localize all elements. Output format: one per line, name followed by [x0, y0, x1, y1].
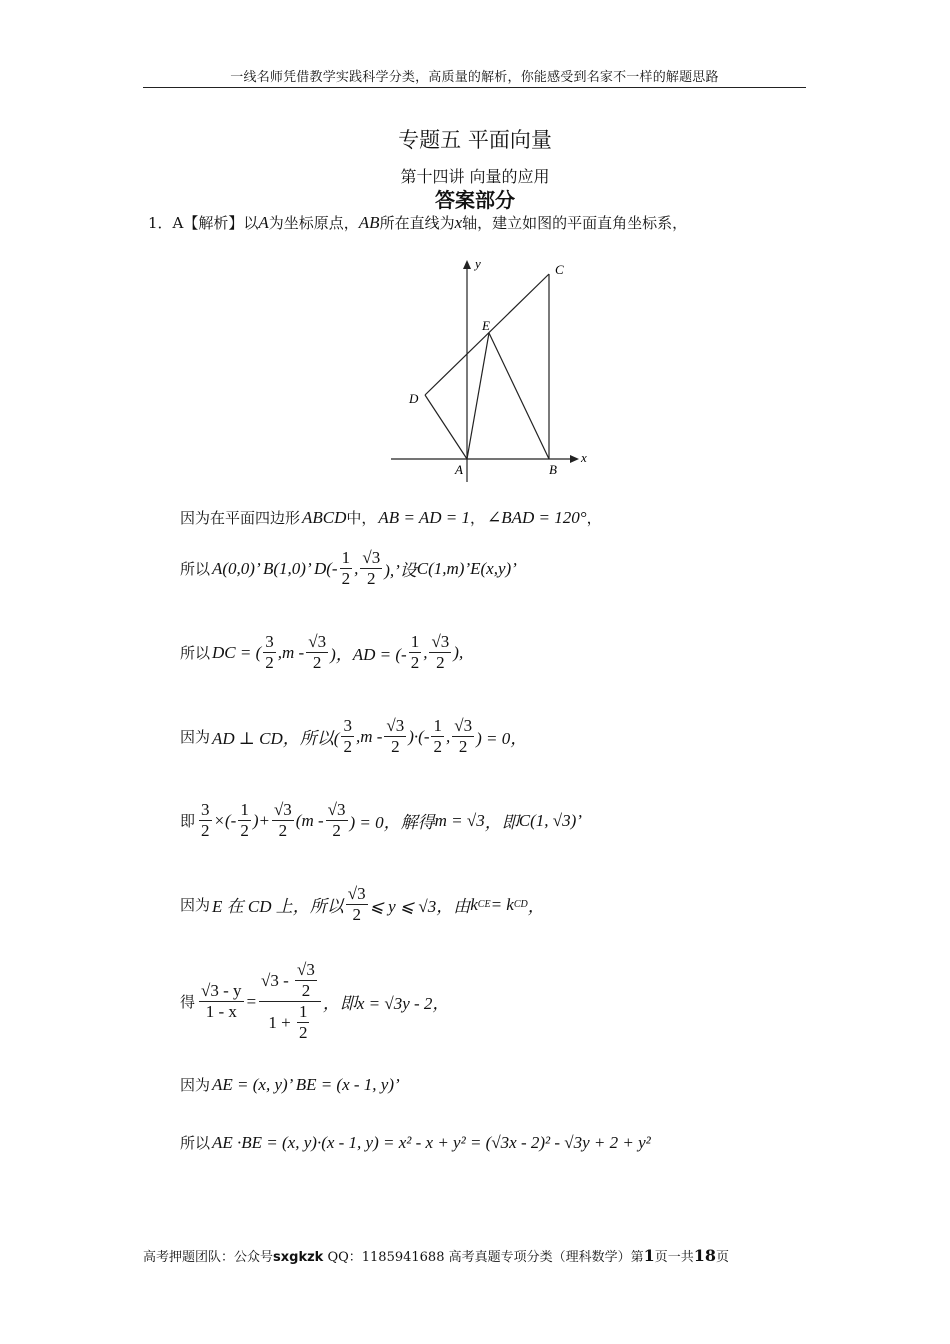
line8-text: 因为	[180, 1076, 211, 1094]
line7-ie: ，即	[322, 994, 357, 1013]
solution-line-8	[180, 1074, 400, 1095]
line1-text4: ，	[586, 509, 602, 527]
fraction	[326, 800, 348, 841]
line5-math	[197, 800, 582, 841]
page-footer	[143, 1246, 806, 1265]
radicand: 3	[395, 716, 405, 735]
line6-k: k	[470, 894, 478, 914]
line2-text-b: ),’设	[384, 561, 417, 580]
fraction	[238, 800, 251, 841]
fraction	[199, 981, 244, 1022]
numerator: 1	[410, 632, 420, 651]
numerator: 1	[298, 1002, 308, 1021]
line5-times: ×(-	[213, 810, 237, 830]
footer-team: 高考押题团队：公众号	[143, 1250, 274, 1265]
y-axis-arrow	[463, 260, 471, 269]
denominator: 2	[436, 653, 445, 672]
numerator: 1	[433, 716, 442, 735]
numerator: 3	[265, 632, 274, 651]
fraction	[295, 960, 317, 1001]
problem-intro	[148, 212, 687, 233]
radicand: 3	[283, 800, 292, 819]
fraction	[360, 548, 382, 589]
radicand: 3	[440, 632, 450, 651]
label-a: A	[455, 462, 463, 477]
radicand: 3	[371, 548, 381, 567]
denominator: 2	[240, 821, 249, 840]
segment-dc	[425, 274, 549, 395]
denominator: 2	[341, 569, 351, 588]
line6-range: ⩽ y ⩽ √3，由	[369, 897, 471, 916]
line2-points-c: C(1,m)’E(x,y)’	[416, 558, 517, 578]
line5-m: (m -	[295, 810, 324, 830]
denominator: 2	[343, 737, 352, 756]
numerator: √3	[273, 800, 292, 819]
solution-line-2	[180, 548, 517, 589]
line3-dc: DC = (	[212, 642, 262, 662]
numerator: √3 - y	[201, 981, 242, 1000]
fraction	[263, 632, 276, 673]
fraction	[429, 632, 451, 673]
denominator: 2	[265, 653, 274, 672]
fraction	[306, 632, 328, 673]
fraction	[199, 800, 212, 841]
radicand: 3	[270, 970, 279, 990]
one-plus: 1 +	[268, 1012, 291, 1032]
solution-line-9	[180, 1132, 651, 1153]
solution-line-1	[180, 507, 604, 528]
line4-m: ,m -	[355, 726, 383, 746]
radicand: 3	[306, 960, 315, 979]
radicand: 3	[463, 716, 473, 735]
x-symbol: x	[454, 213, 463, 232]
line4-perp: AD ⊥ CD，所以(	[212, 729, 340, 748]
line6-text: 因为	[180, 896, 211, 914]
problem-number: 1．A【解析】以	[148, 214, 259, 232]
line4-text: 因为	[180, 728, 211, 746]
coordinate-figure	[385, 252, 595, 482]
numerator: √3	[327, 800, 346, 819]
line3-end: ),	[453, 642, 464, 662]
page-header: 一线名师凭借教学实践科学分类，高质量的解析，你能感受到名家不一样的解题思路	[230, 70, 719, 85]
line4-end: ) = 0，	[476, 729, 528, 748]
footer-account: sxgkzk	[273, 1250, 324, 1265]
line9-text: 所以	[180, 1134, 211, 1152]
denominator: 2	[410, 653, 420, 672]
radicand: 3	[317, 632, 327, 651]
radicand: 3	[357, 884, 366, 903]
fraction	[346, 884, 368, 925]
label-c: C	[555, 262, 564, 277]
fraction	[340, 548, 353, 589]
numerator: √3	[308, 632, 327, 651]
line1-angle: ∠BAD = 120°	[487, 507, 587, 527]
intro-text-2: 所在直线为	[379, 214, 455, 232]
numerator: 3	[343, 716, 352, 735]
line6-eq: = k	[490, 894, 514, 914]
denominator: 2	[301, 981, 311, 1000]
line5-m-value: m = √3	[434, 810, 485, 830]
origin-symbol: A	[258, 213, 269, 232]
section-heading: 答案部分	[435, 188, 515, 212]
line8-vectors: AE = (x, y)’ BE = (x - 1, y)’	[212, 1074, 400, 1094]
denominator: 2	[433, 737, 442, 756]
fraction	[297, 1002, 310, 1043]
line5-ie: ，即	[484, 813, 519, 832]
line7-eq: =	[245, 991, 258, 1011]
line3-text: 所以	[180, 644, 211, 662]
segment-ae	[467, 333, 489, 459]
denominator: 2	[458, 737, 468, 756]
line2-points: A(0,0)’ B(1,0)’ D(-	[212, 558, 338, 578]
denominator: 1 - x	[205, 1002, 237, 1021]
line2-math: A(0,0)’ B(1,0)’ D(- $\frac{1}{2}$ , $\frac{√3}{2}$ ),’设 C(1,m)’E(x,y)’	[212, 548, 517, 588]
solution-line-5	[180, 800, 582, 841]
line7-math	[197, 960, 449, 1043]
line1-quad: ABCD	[302, 507, 347, 527]
numerator: √3	[386, 716, 405, 735]
intro-text-1: 为坐标原点，	[268, 214, 359, 232]
solution-line-7	[180, 960, 449, 1043]
solution-line-6	[180, 884, 545, 925]
line1-text2: 中，	[346, 509, 377, 527]
denominator: 2	[391, 737, 400, 756]
lecture-subtitle: 第十四讲 向量的应用	[400, 167, 550, 186]
denominator: 2	[278, 821, 288, 840]
line7-text: 得	[180, 993, 196, 1011]
header-rule	[143, 87, 806, 88]
line7-result: x = √3y - 2，	[356, 994, 450, 1013]
fraction	[431, 716, 444, 757]
line6-math	[212, 884, 545, 925]
numerator: 1	[240, 800, 249, 819]
fraction	[384, 716, 406, 757]
line2-text: 所以	[180, 560, 211, 578]
label-e: E	[482, 318, 490, 333]
numerator: √3	[347, 884, 366, 903]
line6-end: ，	[527, 897, 545, 916]
numerator: √3	[297, 960, 315, 979]
numerator: 3	[201, 800, 210, 819]
line6-e-on-cd: E 在 CD 上，所以	[212, 897, 344, 916]
segment-eb	[489, 333, 549, 459]
denominator: 2	[332, 821, 341, 840]
denominator: 2	[298, 1023, 308, 1042]
line3-math: DC = ( $\frac{3}{2}$ ,m - $\frac{√3}{2}$ )，AD = (- $\frac{1}{2}$ , $\frac{√3}{2}$ ),	[212, 632, 464, 672]
label-b: B	[549, 462, 557, 477]
footer-qq: QQ：1185941688 高考真题专项分类（理科数学）第	[323, 1250, 644, 1265]
footer-total-text: 页一共	[654, 1250, 694, 1265]
segment-ab: AB	[358, 213, 380, 232]
line9-dot-product: AE ·BE = (x, y)·(x - 1, y) = x² - x + y² = (√3x - 2)² - √3y + 2 + y²	[212, 1132, 651, 1152]
denominator	[266, 1002, 313, 1043]
line6-sub-cd: CD	[513, 899, 528, 910]
numerator: 1	[341, 548, 351, 567]
fraction	[272, 800, 294, 841]
footer-page-number: 1	[643, 1246, 655, 1265]
denominator: 2	[201, 821, 210, 840]
line5-point-c: C(1, √3)’	[518, 810, 582, 830]
line1-lengths: AB = AD = 1	[378, 507, 470, 527]
footer-total-pages: 18	[693, 1246, 717, 1265]
denominator: 2	[367, 569, 376, 588]
radicand-expression: 3 - y	[210, 981, 242, 1000]
label-d: D	[409, 391, 419, 406]
solution-line-3	[180, 632, 463, 673]
denominator: 2	[312, 653, 322, 672]
line5-solve: ) = 0，解得	[349, 813, 435, 832]
numerator: √3	[431, 632, 450, 651]
line4-math: AD ⊥ CD，所以( $\frac{3}{2}$ ,m - $\frac{√3}{2}$ )·(- $\frac{1}{2}$ , $\frac{√3}{2}$ ) = 0，	[212, 716, 528, 756]
line1-text3: ，	[470, 509, 486, 527]
line3-m: ,m -	[277, 642, 305, 662]
intro-text-3: 轴，建立如图的平面直角坐标系，	[462, 214, 688, 232]
line5-text: 即	[180, 812, 196, 830]
x-axis-arrow	[570, 455, 579, 463]
fraction	[452, 716, 474, 757]
numerator: √ 3 - $\frac{√3}{2}$	[259, 960, 321, 1002]
numerator: √3	[454, 716, 473, 735]
solution-line-4	[180, 716, 527, 757]
radicand: 3	[337, 800, 346, 819]
denominator: 2	[352, 905, 361, 924]
line1-text: 因为在平面四边形	[180, 509, 301, 527]
footer-end: 页	[716, 1250, 730, 1265]
fraction	[409, 632, 422, 673]
page-title: 专题五 平面向量	[398, 128, 552, 152]
label-x: x	[581, 450, 587, 465]
fraction	[341, 716, 354, 757]
numerator: √3	[362, 548, 381, 567]
line4-dot: )·(-	[408, 726, 430, 746]
line3-ad: )，AD = (-	[330, 645, 407, 664]
line6-sub-ce: CE	[477, 899, 491, 910]
label-y: y	[475, 256, 481, 271]
compound-fraction	[259, 960, 321, 1043]
segment-ad	[425, 395, 467, 459]
line5-plus: )+	[252, 810, 270, 830]
